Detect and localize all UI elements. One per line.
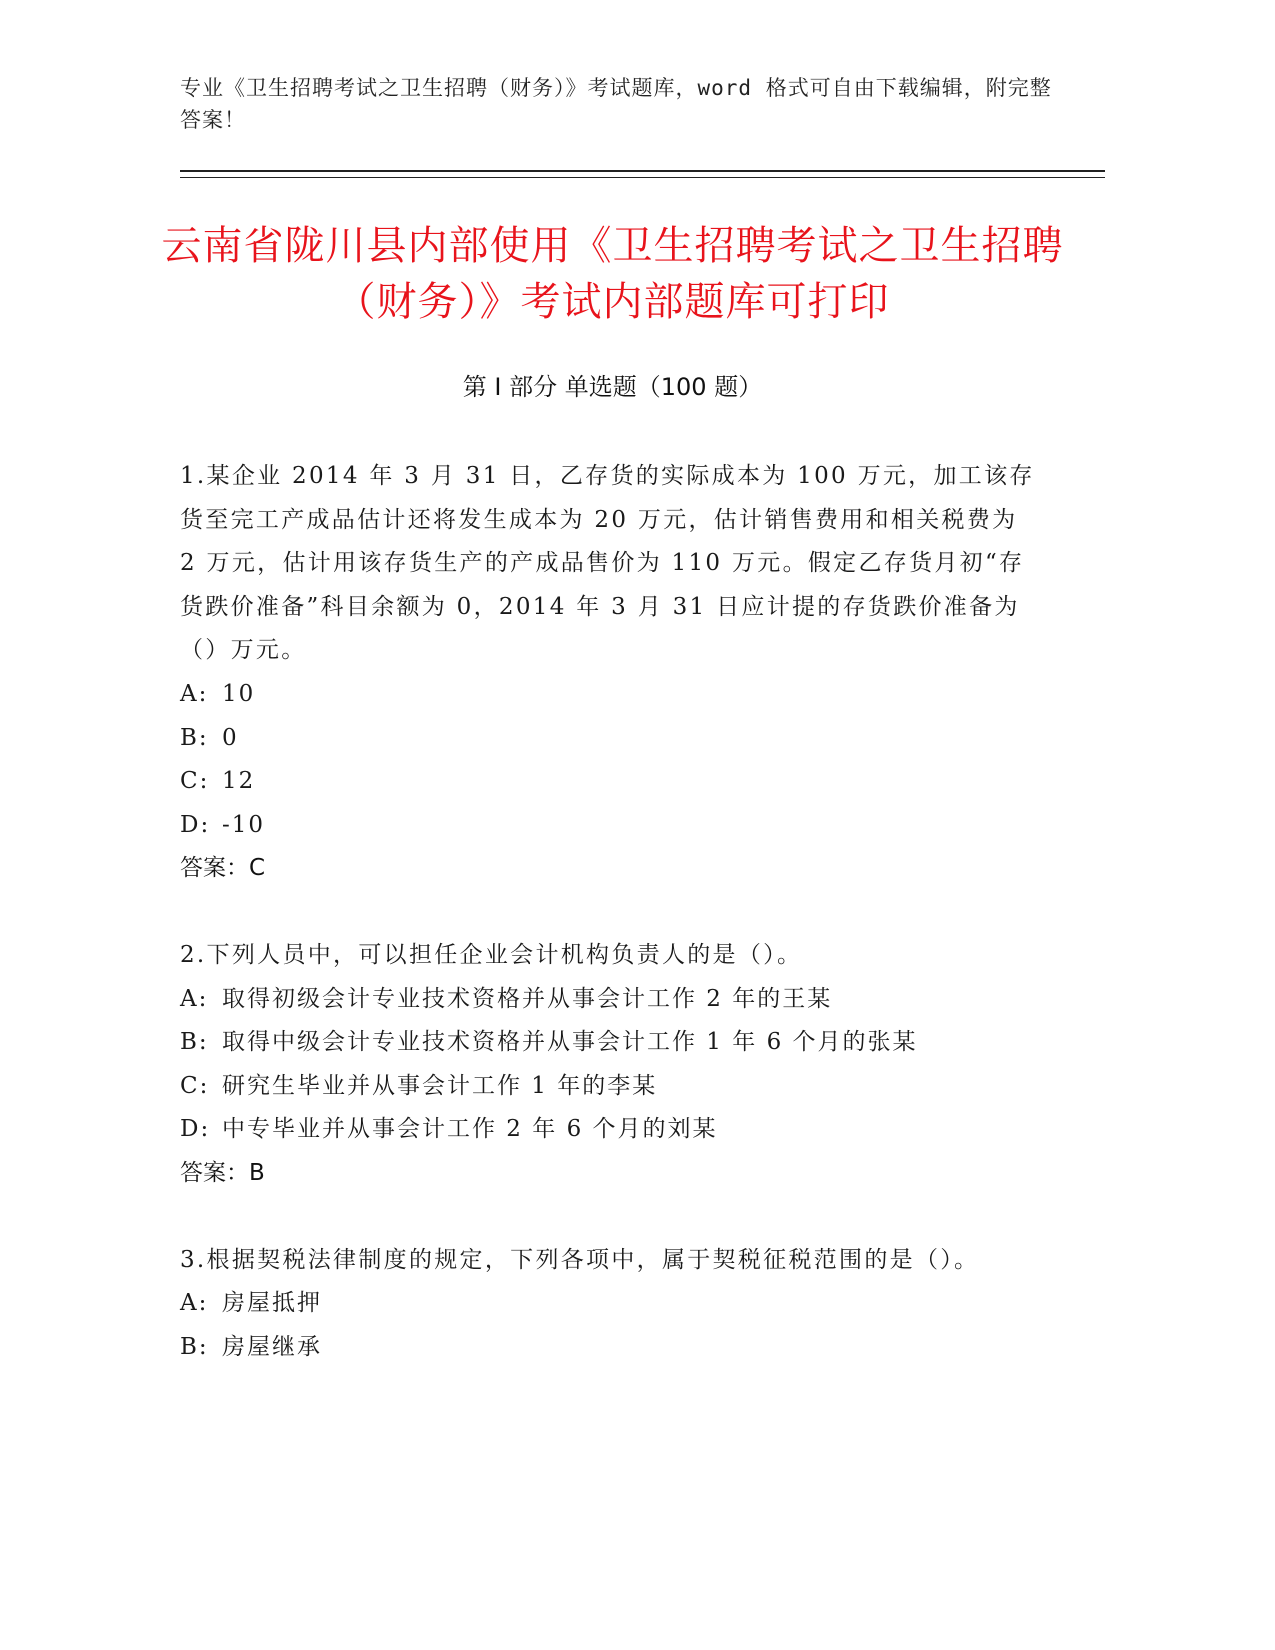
question-3 — [180, 1239, 1040, 1370]
question-stem: 3.根据契税法律制度的规定，下列各项中，属于契税征税范围的是（）。 — [180, 1246, 980, 1273]
answer-line: 答案：C — [180, 855, 266, 882]
option-text: 中专毕业并从事会计工作 2 年 6 个月的刘某 — [222, 1116, 718, 1143]
option-letter: C: — [180, 1072, 210, 1099]
header-divider-thin — [180, 177, 1105, 178]
option-b — [180, 717, 1040, 761]
option-text: 10 — [222, 680, 256, 707]
question-stem: 1.某企业 2014 年 3 月 31 日，乙存货的实际成本为 100 万元，加工该存货至完工产成品估计还将发生成本为 20 万元，估计销售费用和相关税费为 2 万元，估计用该存货生产的产成品售价为 110 万元。假定乙存货月初“存货跌价准备”科目余额为 0，2014 年 3 月 31 日应计提的存货跌价准备为（）万元。 — [180, 463, 1035, 664]
section-title: 第 I 部分 单选题（100 题） — [462, 373, 763, 401]
document-title: 云南省陇川县内部使用《卫生招聘考试之卫生招聘（财务）》考试内部题库可打印 — [161, 223, 1064, 325]
option-letter: A: — [180, 680, 209, 707]
option-text: 12 — [222, 768, 256, 795]
header-note: 专业《卫生招聘考试之卫生招聘（财务）》考试题库，word 格式可自由下载编辑，附完整答案！ — [180, 76, 1052, 132]
option-a — [180, 978, 1040, 1022]
option-b — [180, 1326, 1040, 1370]
option-text: 房屋抵押 — [222, 1290, 322, 1317]
question-2 — [180, 934, 1040, 1196]
question-list — [180, 455, 1040, 1412]
option-text: 取得中级会计专业技术资格并从事会计工作 1 年 6 个月的张某 — [222, 1029, 918, 1056]
option-c — [180, 1065, 1040, 1109]
option-c — [180, 760, 1040, 804]
option-text: 研究生毕业并从事会计工作 1 年的李某 — [222, 1072, 658, 1099]
option-letter: B: — [180, 1333, 209, 1360]
question-stem: 2.下列人员中，可以担任企业会计机构负责人的是（）。 — [180, 941, 803, 968]
option-text: -10 — [222, 811, 266, 838]
option-b — [180, 1021, 1040, 1065]
option-text: 0 — [222, 724, 239, 751]
option-d — [180, 1108, 1040, 1152]
option-d — [180, 804, 1040, 848]
option-a — [180, 673, 1040, 717]
option-text: 房屋继承 — [222, 1333, 322, 1360]
option-letter: B: — [180, 724, 209, 751]
header-divider-thick — [180, 170, 1105, 172]
option-letter: D: — [180, 1116, 211, 1143]
option-letter: B: — [180, 1029, 209, 1056]
option-letter: C: — [180, 768, 210, 795]
answer-line: 答案：B — [180, 1159, 265, 1186]
option-letter: A: — [180, 1290, 209, 1317]
option-text: 取得初级会计专业技术资格并从事会计工作 2 年的王某 — [222, 985, 833, 1012]
option-a — [180, 1282, 1040, 1326]
option-letter: A: — [180, 985, 209, 1012]
question-1 — [180, 455, 1040, 891]
option-letter: D: — [180, 811, 211, 838]
